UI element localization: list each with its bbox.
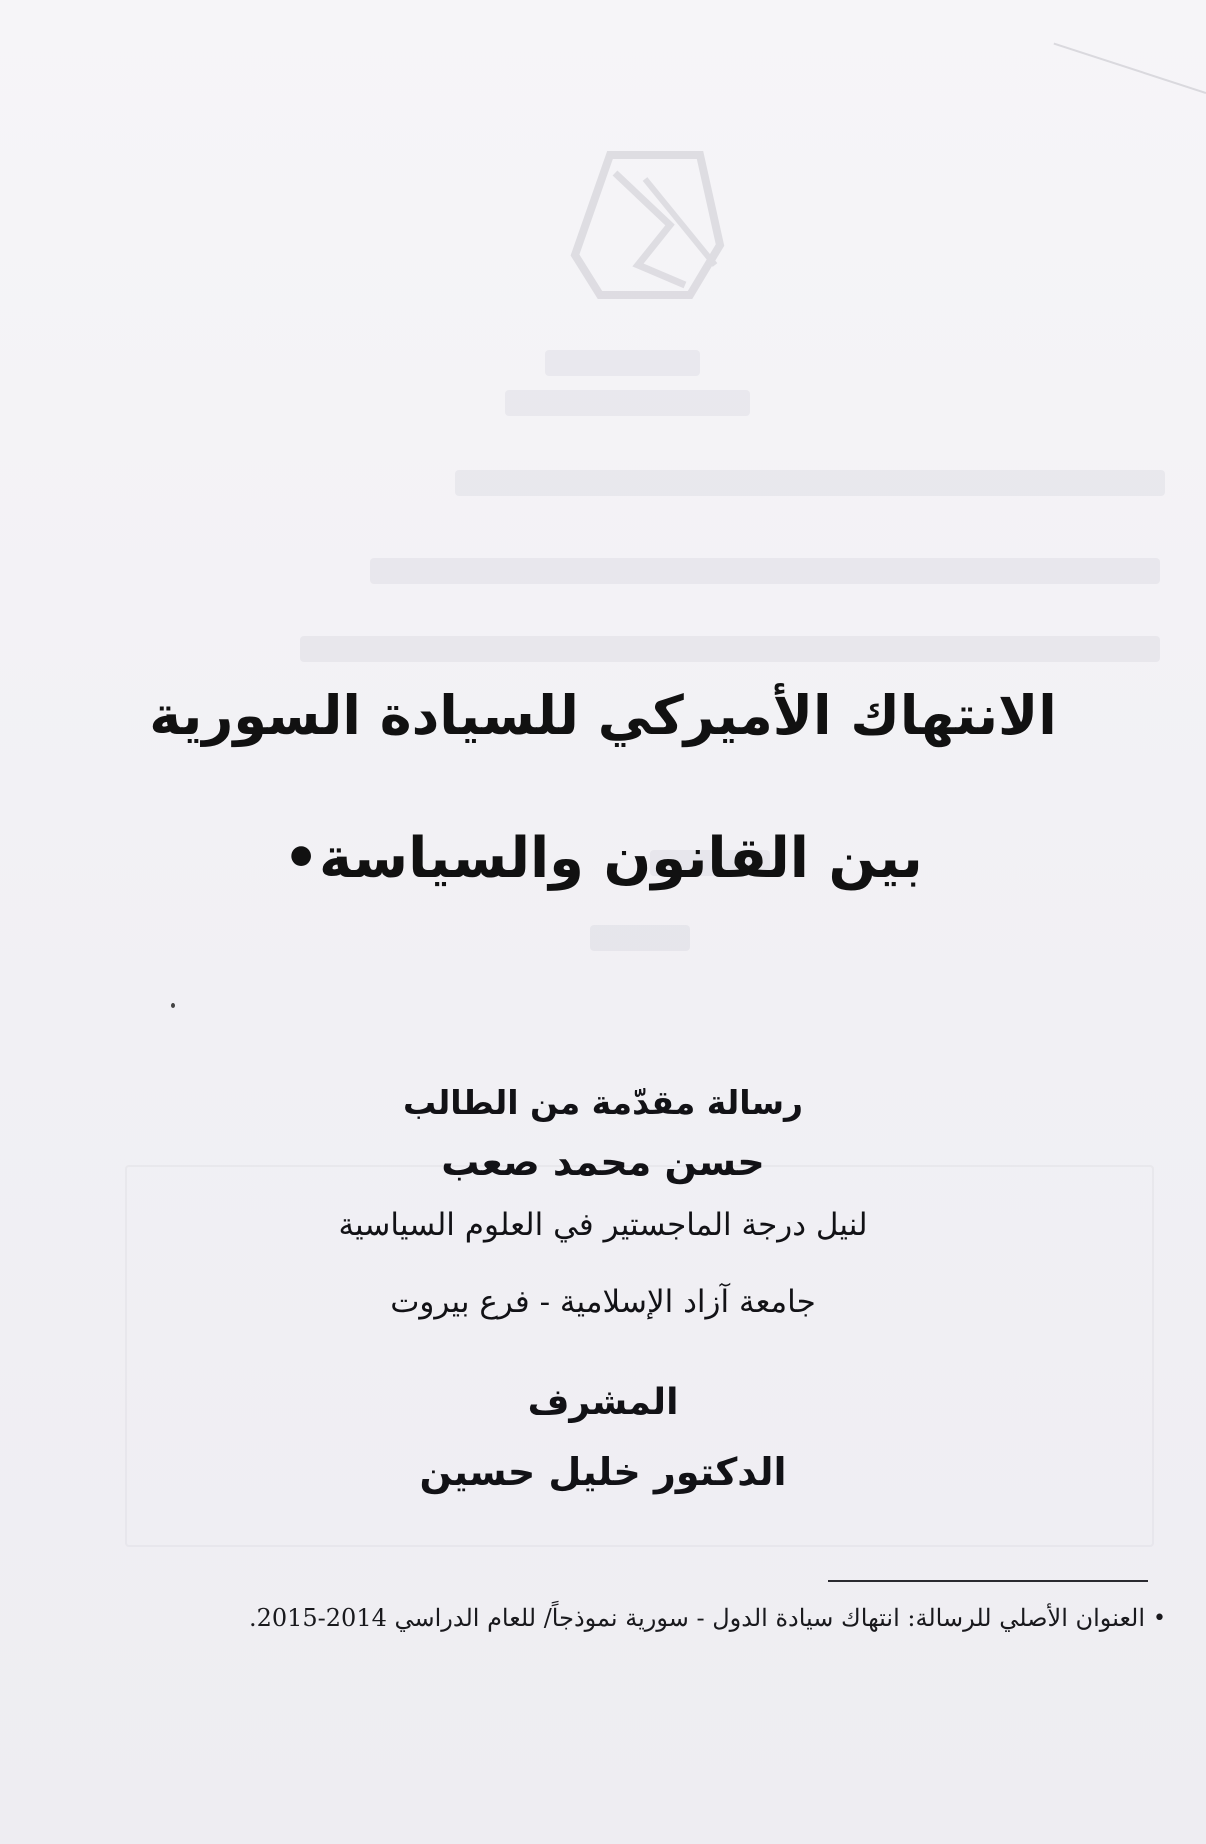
student-name: حسن محمد صعب [441,1140,765,1184]
original-title-footnote [160,1603,1166,1634]
main-title-line-2: بين القانون والسياسة• [283,826,923,891]
footnote-divider [828,1580,1148,1582]
footnote-text: العنوان الأصلي للرسالة: انتهاك سيادة الدول - سورية نموذجاً/ للعام الدراسي 2014-2015. [248,1604,1146,1632]
bullet-icon: • [1153,1606,1166,1631]
supervisor-label: المشرف [527,1382,679,1423]
university-name: جامعة آزاد الإسلامية - فرع بيروت [390,1284,816,1320]
main-title-line-1: الانتهاك الأميركي للسيادة السورية [149,684,1057,747]
supervisor-name: الدكتور خليل حسين [419,1450,787,1494]
degree-statement: لنيل درجة الماجستير في العلوم السياسية [338,1207,868,1243]
presented-by-label: رسالة مقدّمة من الطالب [402,1083,804,1122]
